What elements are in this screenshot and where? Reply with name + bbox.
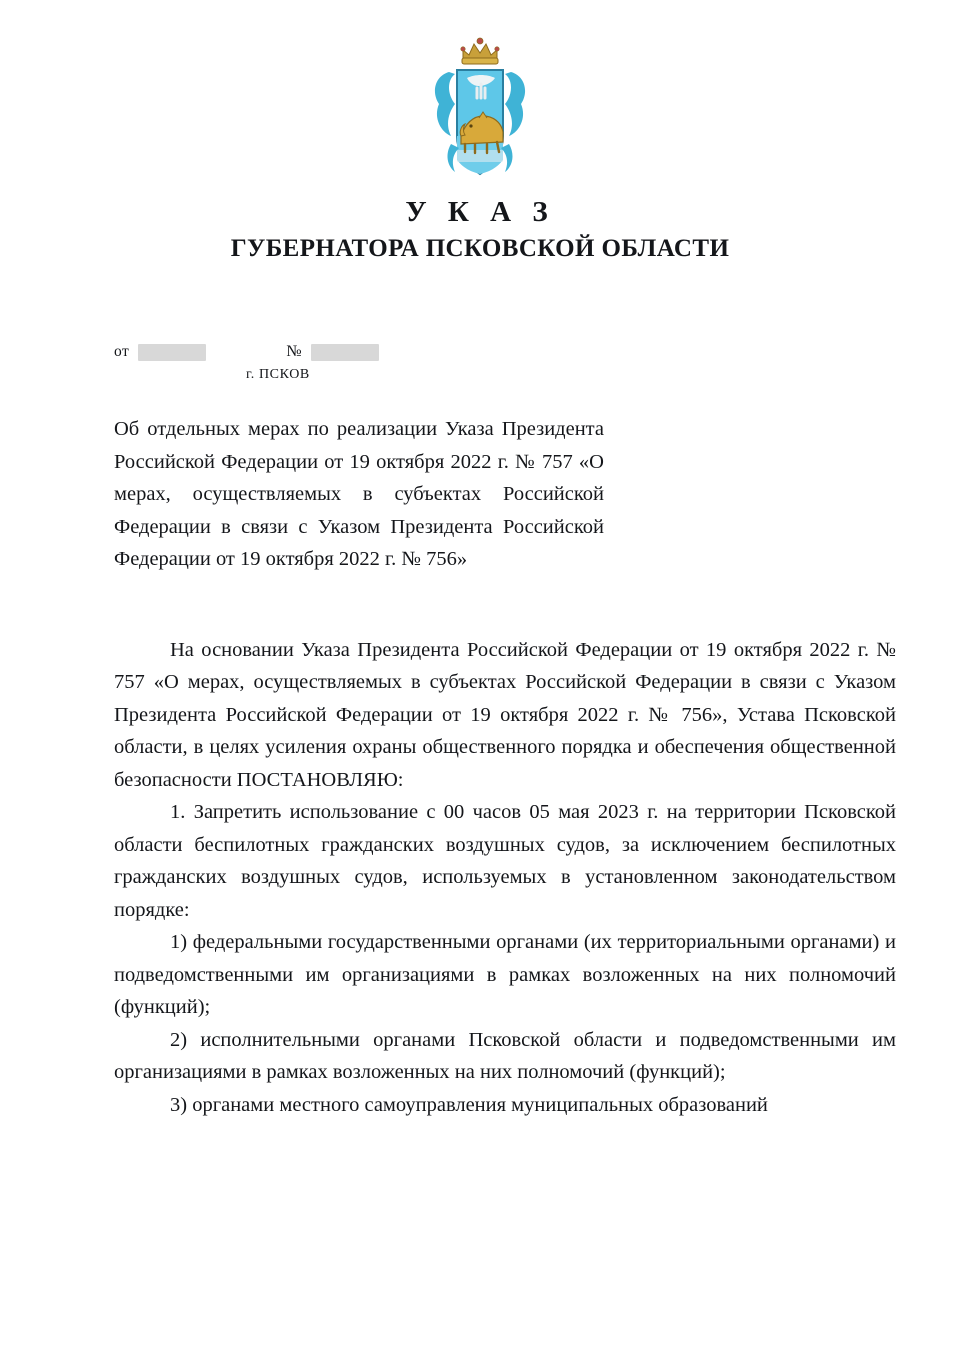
body-paragraph: 1. Запретить использование с 00 часов 05 мая 2023 г. на территории Псковской области беспилотных гражданских воздушных судов, за исключением беспилотных гражданских воздушных судов, используемых в установленном законодательством порядке: <box>114 801 896 921</box>
body-paragraph: 3) органами местного самоуправления муниципальных образований <box>170 1093 768 1116</box>
body-paragraph: На основании Указа Президента Российской Федерации от 19 октября 2022 г. № 757 «О мерах, осуществляемых в субъектах Российской Федерации в связи с Указом Президента Российской Федерации от 19 октября 2022 г. № 756», Устава Псковской области, в целях усиления охраны общественного порядка и обеспечения общественной безопасности ПОСТАНОВЛЯЮ: <box>114 638 896 791</box>
document-body <box>114 634 896 1122</box>
document-meta-row <box>114 343 902 361</box>
document-subtitle: ГУБЕРНАТОРА ПСКОВСКОЙ ОБЛАСТИ <box>230 235 730 262</box>
body-paragraph: 2) исполнительными органами Псковской области и подведомственными им организациями в рамках возложенных на них полномочий (функций); <box>114 1028 896 1083</box>
city-label: г. ПСКОВ <box>246 367 310 382</box>
pskov-oblast-coat-of-arms-icon <box>421 32 539 180</box>
number-value-redacted <box>311 344 379 361</box>
emblem-container <box>58 32 902 180</box>
date-label: от <box>114 343 130 360</box>
body-paragraph: 1) федеральными государственными органами (их территориальными органами) и подведомственными им организациями в рамках возложенных на них полномочий (функций); <box>114 931 896 1018</box>
number-label: № <box>286 343 302 360</box>
document-subject: Об отдельных мерах по реализации Указа Президента Российской Федерации от 19 октября 2022 г. № 757 «О мерах, осуществляемых в субъектах Российской Федерации в связи с Указом Президента Российской Федерации от 19 октября 2022 г. № 756» <box>114 418 604 570</box>
date-value-redacted <box>138 344 206 361</box>
document-title: У К А З <box>405 196 555 228</box>
